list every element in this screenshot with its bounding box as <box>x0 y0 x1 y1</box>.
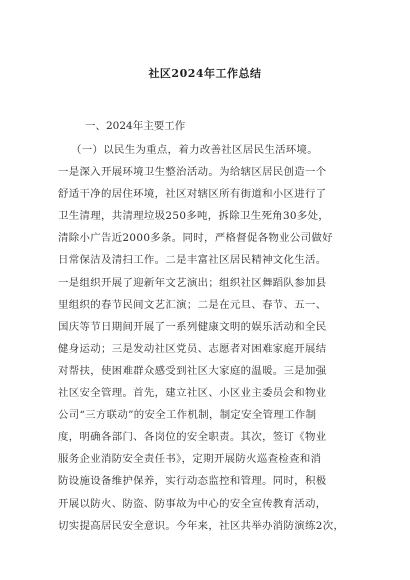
paragraph-line: 公司“三方联动”的安全工作机制，制定安全管理工作制 <box>58 409 317 422</box>
paragraph-line: 清除小广告近2000多条。同时，严格督促各物业公司做好 <box>58 232 333 245</box>
paragraph-line: 切实提高居民安全意识。今年来，社区共举办消防演练2次， <box>58 519 345 532</box>
paragraph-line: 舒适干净的居住环境，社区对辖区所有街道和小区进行了 <box>58 188 327 201</box>
paragraph-line: 一是深入开展环境卫生整治活动。为给辖区居民创造一个 <box>58 166 327 179</box>
paragraph-line: 一是组织开展了迎新年文艺演出；组织社区舞蹈队参加县 <box>58 276 327 289</box>
paragraph-line: 社区安全管理。首先，建立社区、小区业主委员会和物业 <box>58 387 327 400</box>
body-text <box>58 139 358 537</box>
paragraph-line: 开展以防火、防盗、防事故为中心的安全宣传教育活动， <box>58 497 327 510</box>
paragraph-line: 防设施设备维护保养，实行动态监控和管理。同时，积极 <box>58 475 327 488</box>
paragraph-line: 度，明确各部门、各岗位的安全职责。其次，签订《物业 <box>58 431 327 444</box>
paragraph-line: 服务企业消防安全责任书》，定期开展防火巡查检查和消 <box>58 453 322 466</box>
paragraph-line: 卫生清理，共清理垃圾250多吨，拆除卫生死角30多处， <box>58 210 330 223</box>
paragraph-line: 日常保洁及清扫工作。二是丰富社区居民精神文化生活。 <box>58 254 327 267</box>
paragraph-line: 里组织的春节民间文艺汇演；二是在元旦、春节、五一、 <box>58 298 327 311</box>
paragraph-line: 对帮扶，使困难群众感受到社区大家庭的温暖。三是加强 <box>58 364 327 377</box>
paragraph-line: 国庆等节日期间开展了一系列健康文明的娱乐活动和全民 <box>58 320 327 333</box>
section-heading: 一、2024年主要工作 <box>85 120 186 132</box>
document-title: 社区2024年工作总结 <box>148 67 262 80</box>
paragraph-line: （一）以民生为重点，着力改善社区居民生活环境。 <box>71 144 319 156</box>
paragraph-line: 健身运动；三是发动社区党员、志愿者对困难家庭开展结 <box>58 342 327 355</box>
